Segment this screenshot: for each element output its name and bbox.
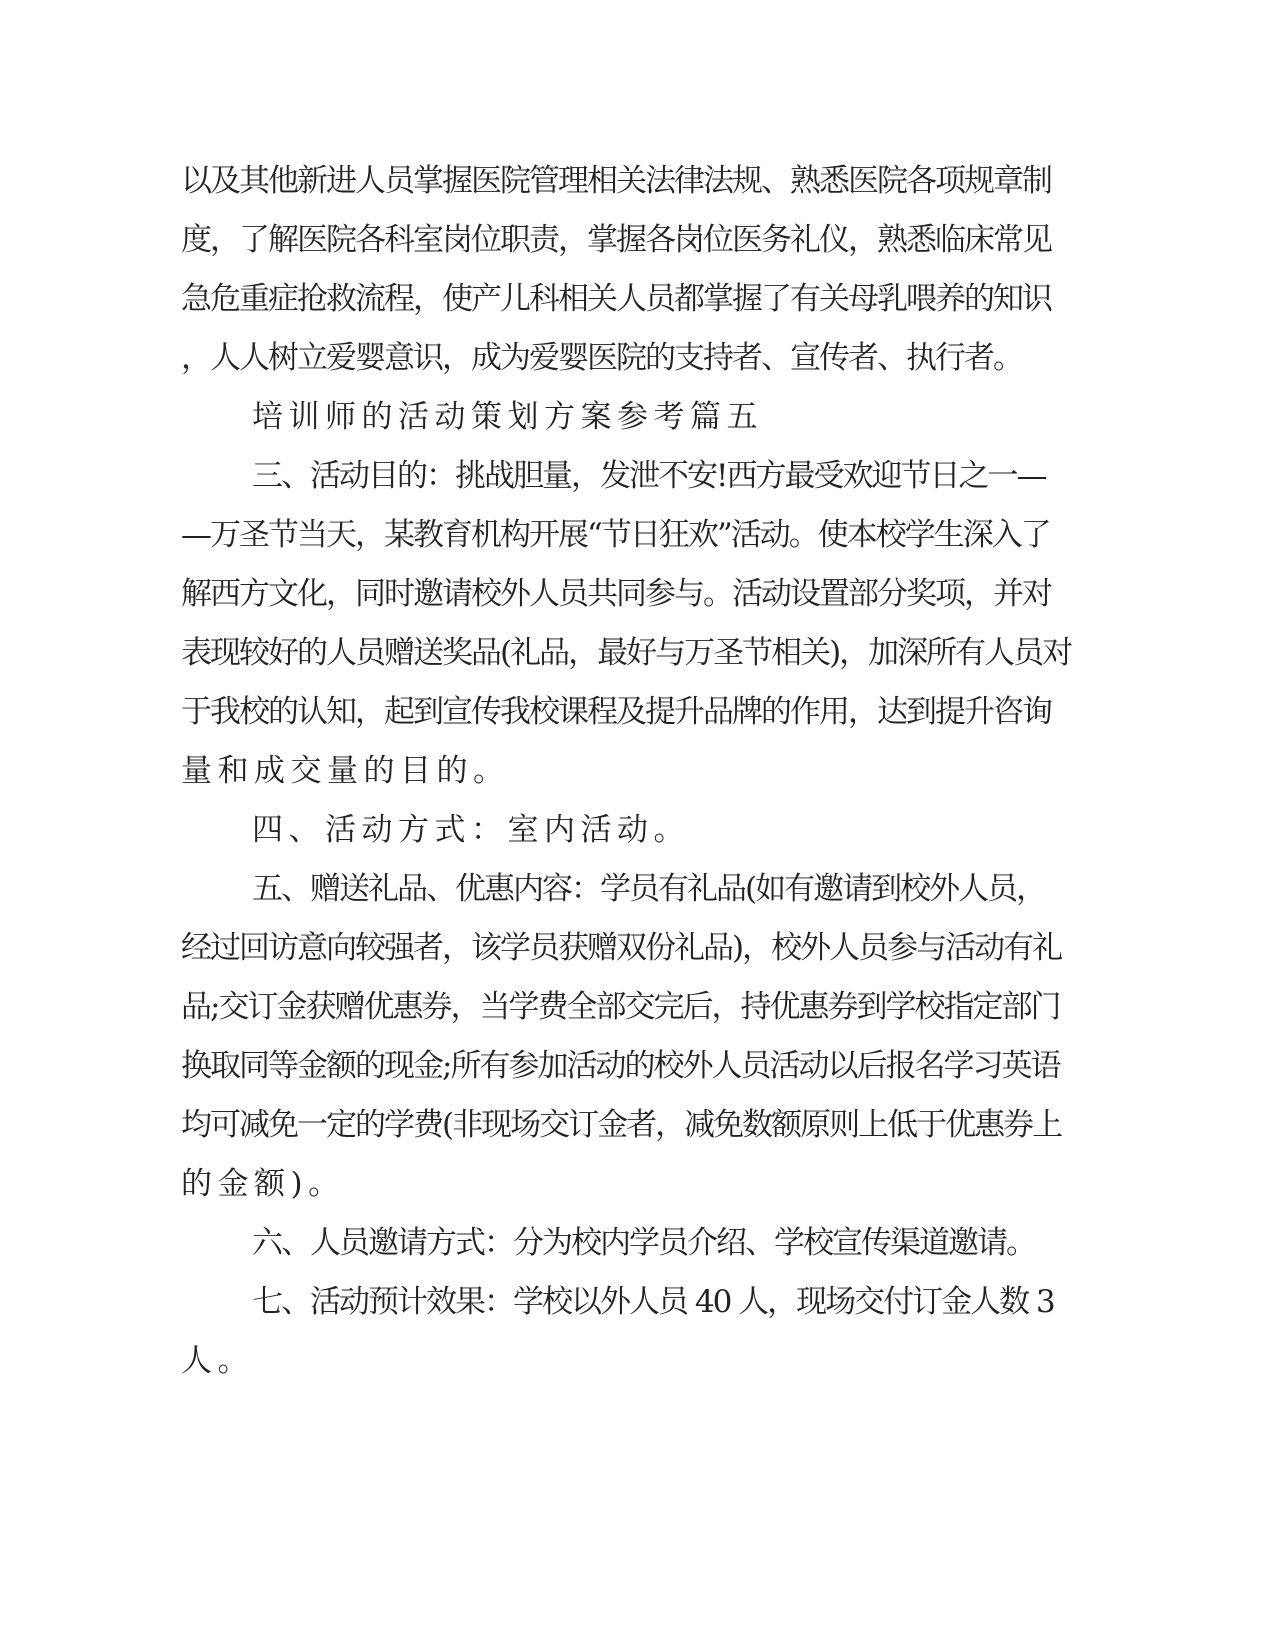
text-line: 三、活动目的：挑战胆量，发泄不安!西方最受欢迎节日之一— [252,458,1046,494]
text-line: 解西方文化，同时邀请校外人员共同参与。活动设置部分奖项，并对 [181,576,1051,612]
text-line: 急危重症抢救流程，使产儿科相关人员都掌握了有关母乳喂养的知识 [181,281,1051,317]
text-line: 六、人员邀请方式：分为校内学员介绍、学校宣传渠道邀请。 [252,1225,1035,1261]
text-line: 经过回访意向较强者，该学员获赠双份礼品)，校外人员参与活动有礼 [181,930,1062,966]
text-line: 均可减免一定的学费(非现场交订金者，减免数额原则上低于优惠券上 [181,1107,1062,1143]
text-line: 于我校的认知，起到宣传我校课程及提升品牌的作用，达到提升咨询 [181,694,1051,730]
text-line: 度，了解医院各科室岗位职责，掌握各岗位医务礼仪，熟悉临床常见 [181,222,1051,258]
text-line: 换取同等金额的现金;所有参加活动的校外人员活动以后报名学习英语 [181,1048,1060,1084]
text-line: 人。 [181,1343,254,1379]
text-line: 表现较好的人员赠送奖品(礼品，最好与万圣节相关)，加深所有人员对 [181,635,1072,671]
text-line: ，人人树立爱婴意识，成为爱婴医院的支持者、宣传者、执行者。 [181,340,1022,376]
text-line: 量和成交量的目的。 [181,753,510,789]
text-line: 以及其他新进人员掌握医院管理相关法律法规、熟悉医院各项规章制 [181,163,1051,199]
text-line: —万圣节当天，某教育机构开展“节日狂欢”活动。使本校学生深入了 [181,517,1050,553]
text-line: 的金额)。 [181,1166,345,1202]
text-line: 品;交订金获赠优惠券，当学费全部交完后，持优惠券到学校指定部门 [181,989,1060,1025]
text-line: 七、活动预计效果：学校以外人员 40 人，现场交付订金人数 3 [252,1284,1054,1320]
section-heading: 培训师的活动策划方案参考篇五 [252,399,763,435]
text-line: 五、赠送礼品、优惠内容：学员有礼品(如有邀请到校外人员， [252,871,1046,907]
text-line: 四、活动方式：室内活动。 [252,812,690,848]
